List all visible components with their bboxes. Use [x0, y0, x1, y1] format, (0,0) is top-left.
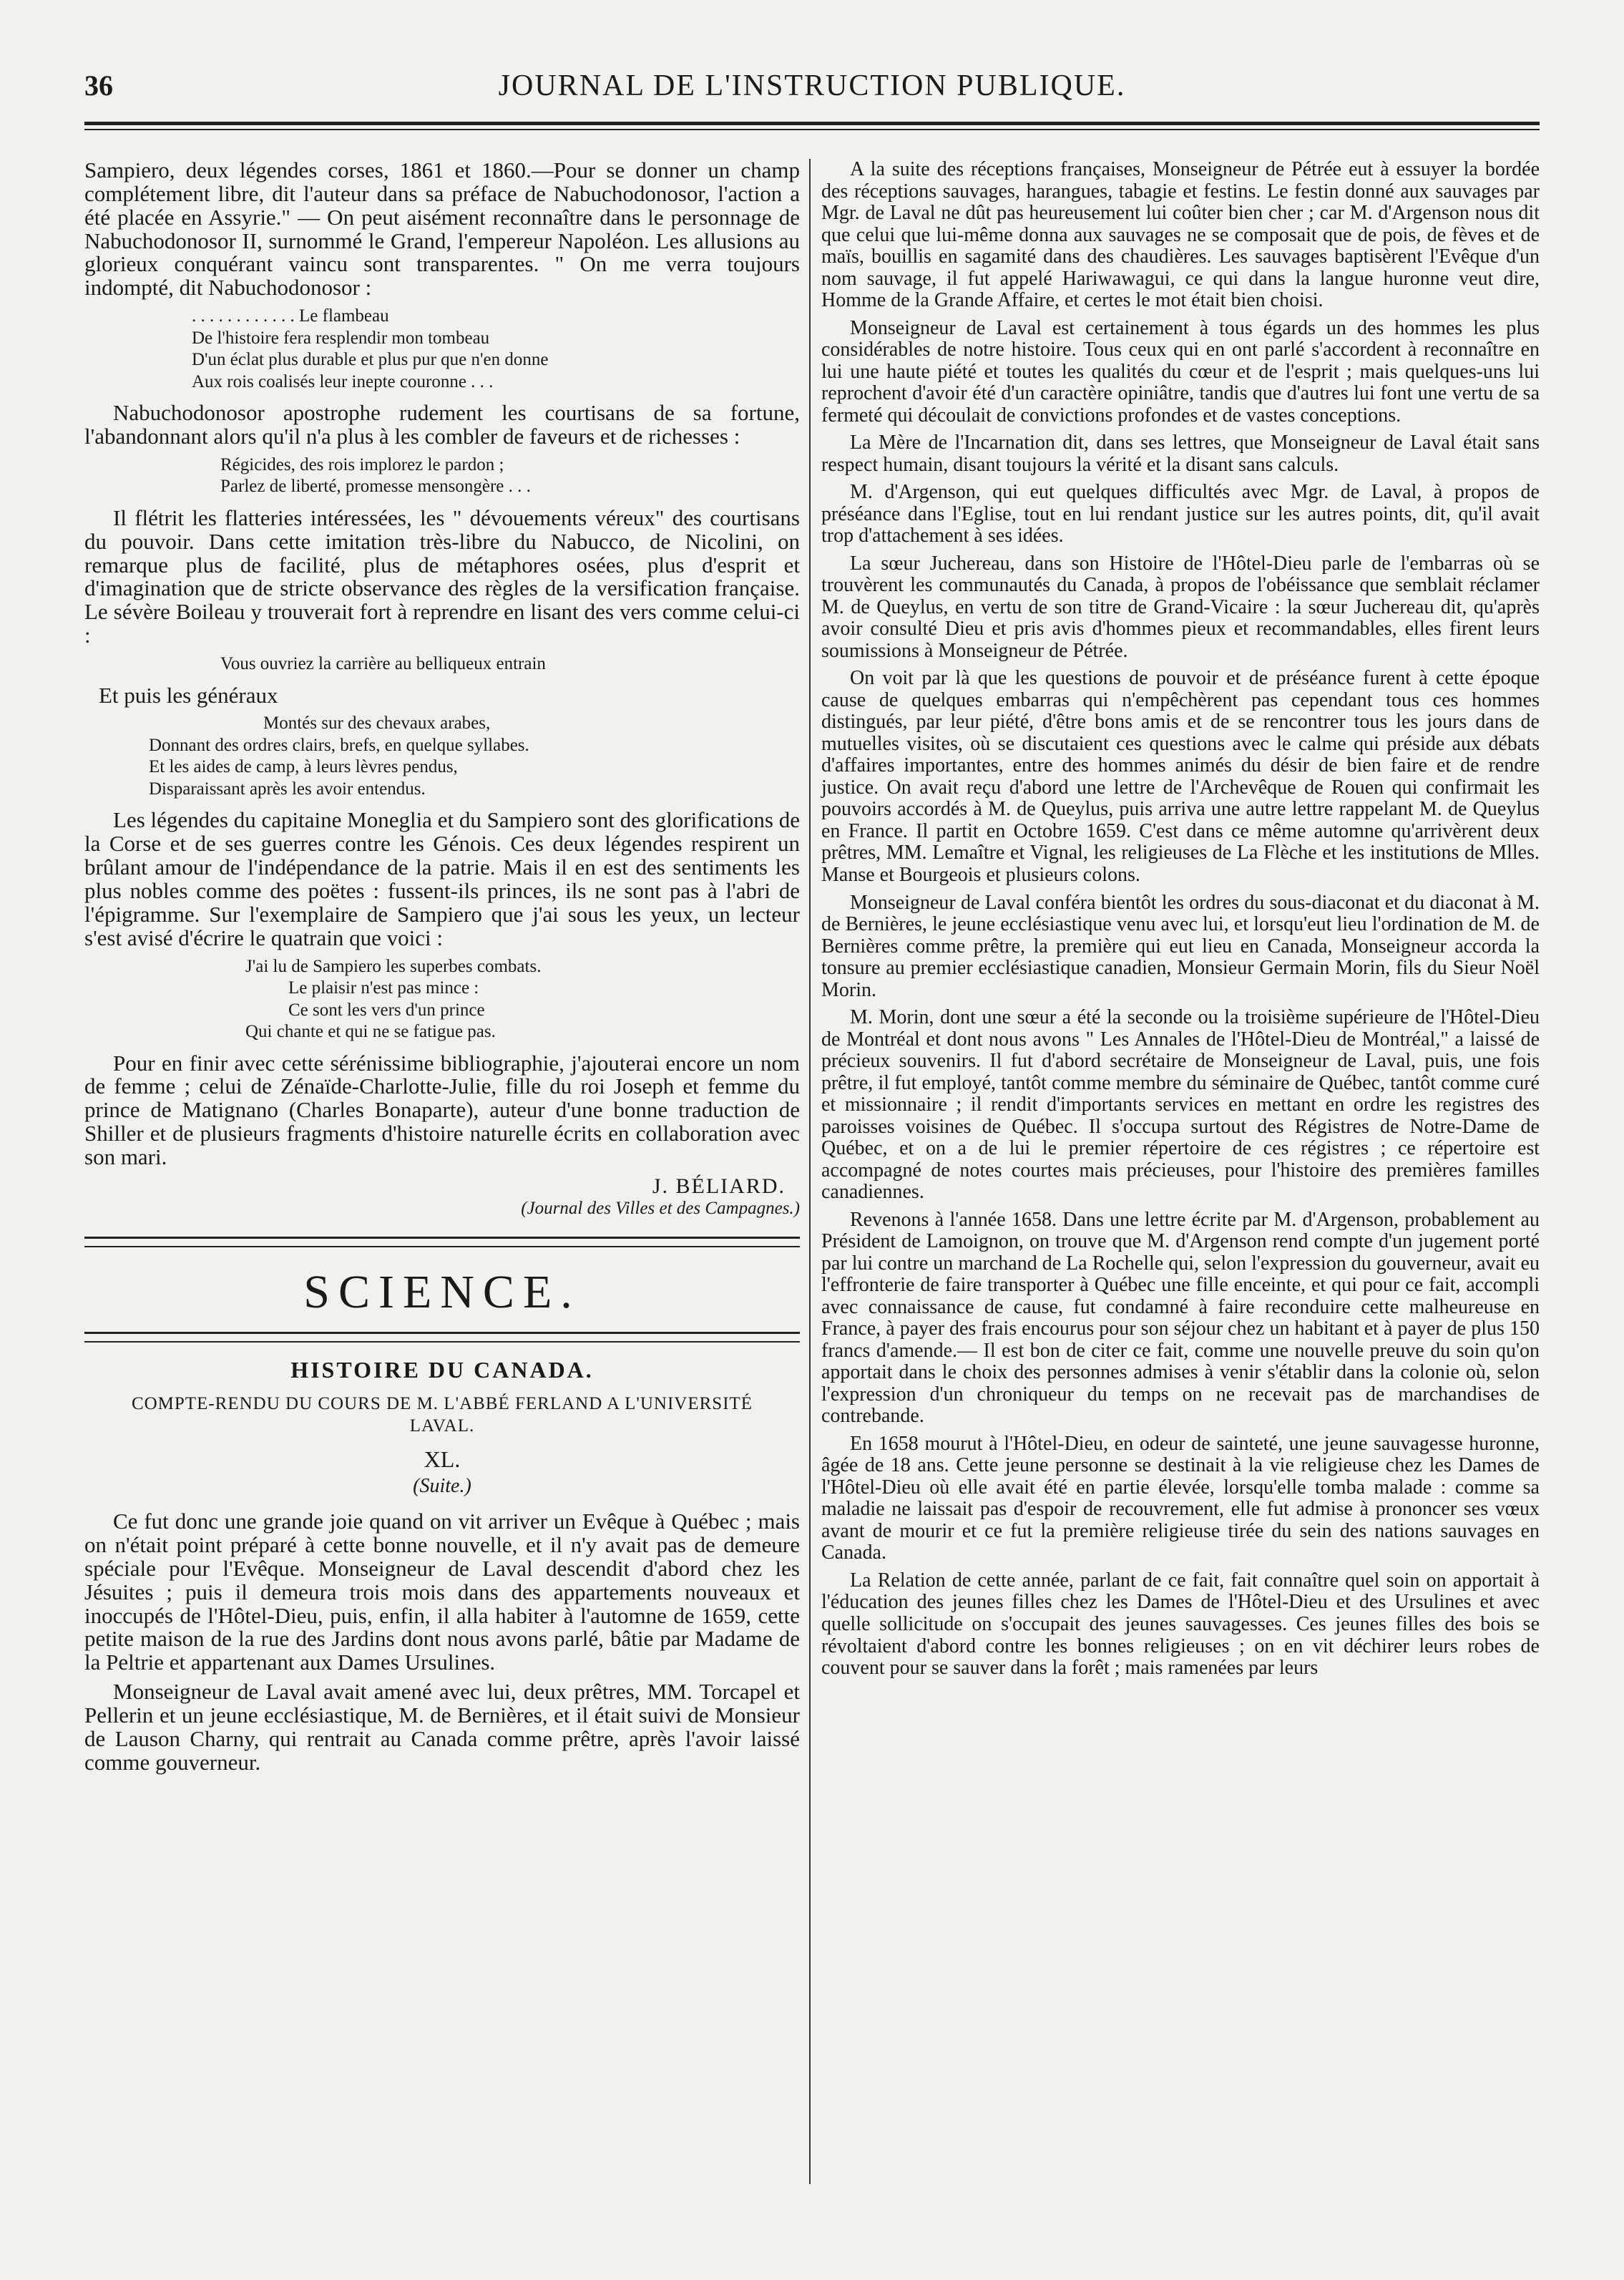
- paragraph: La Mère de l'Incarnation dit, dans ses lettres, que Monseigneur de Laval était sans respect humain, disant toujours la vérité et la disant sans calculs.: [821, 432, 1540, 476]
- section-heading: SCIENCE.: [303, 1266, 581, 1319]
- verse-line: Le plaisir n'est pas mince :: [288, 978, 479, 998]
- verse-line: De l'histoire fera resplendir mon tombeau: [192, 328, 490, 348]
- page-header: [84, 69, 1540, 104]
- verse-block: [245, 956, 800, 1043]
- verse-line: Parlez de liberté, promesse mensongère . . .: [220, 477, 531, 497]
- paragraph: Sampiero, deux légendes corses, 1861 et 1860.—Pour se donner un champ complétement libre, dit l'auteur dans sa préface de Nabuchodonosor, l'action a été placée en Assyrie." — On peut aisément reconnaître dans le personnage de Nabuchodonosor II, surnommé le Grand, l'empereur Napoléon. Les allusions au glorieux conquérant vaincu sont transparentes. " On me verra toujours indompté, dit Nabuchodonosor :: [84, 157, 800, 301]
- verse-line: J'ai lu de Sampiero les superbes combats.: [245, 956, 542, 976]
- verse-line: . . . . . . . . . . . . Le flambeau: [192, 306, 389, 326]
- paragraph: Il flétrit les flatteries intéressées, les " dévouements véreux" des courtisans du pouvoir. Dans cette imitation très-libre du Nabucco, de Nicolini, on remarque plus de facilité, plus de métaphores osées, plus d'esprit et d'imagination que de stricte observance des règles de la versification française. Le sévère Boileau y trouverait fort à reprendre en lisant des vers comme celui-ci :: [84, 505, 800, 648]
- source-citation: (Journal des Villes et des Campagnes.): [521, 1198, 800, 1218]
- right-column: [821, 159, 1540, 1685]
- article-subtitle: COMPTE-RENDU DU COURS DE M. L'ABBÉ FERLAND A L'UNIVERSITÉ LAVAL.: [131, 1394, 753, 1436]
- section-rule: [84, 1332, 800, 1343]
- paragraph: Monseigneur de Laval conféra bientôt les ordres du sous-diaconat et du diaconat à M. de Bernières, le jeune ecclésiastique venu avec lui, et lorsqu'eut lieu l'ordination de M. de Bernières comme prêtre, la première qui eut lieu en Canada, Monseigneur accorda la tonsure au premier ecclésiastique canadien, Monsieur Germain Morin, fils du Sieur Noël Morin.: [821, 891, 1540, 1001]
- verse-line: Ce sont les vers d'un prince: [288, 1000, 485, 1020]
- verse-line: Qui chante et qui ne se fatigue pas.: [245, 1022, 496, 1042]
- paragraph: M. Morin, dont une sœur a été la seconde ou la troisième supérieure de l'Hôtel-Dieu de Montréal et dont nous avons " Les Annales de l'Hôtel-Dieu de Montréal," a laissé de précieux souvenirs. Il fut d'abord secrétaire de Monseigneur de Laval, puis, une fois prêtre, il fut employé, tantôt comme membre du séminaire de Québec, tantôt comme curé et missionnaire ; il rendit d'importants services en mettant en ordre les registres des paroisses voisines de Québec. Il s'occupa surtout des Régistres de Notre-Dame de Québec, et on a de lui le premier répertoire de ces régistres ; ce répertoire est accompagné de notes courtes mais précieuses, pour l'histoire des premières familles canadiennes.: [821, 1006, 1540, 1204]
- paragraph: M. d'Argenson, qui eut quelques difficultés avec Mgr. de Laval, à propos de préséance dans l'Eglise, tout en lui rendant justice sur les autres points, dit, qu'il avait trop d'attachement à ses idées.: [821, 481, 1540, 547]
- paragraph: Monseigneur de Laval avait amené avec lui, deux prêtres, MM. Torcapel et Pellerin et un jeune ecclésiastique, M. de Bernières, et il était suivi de Monsieur de Lauson Charny, qui rentrait au Canada comme prêtre, après l'avoir laissé comme gouverneur.: [84, 1679, 800, 1775]
- paragraph: Ce fut donc une grande joie quand on vit arriver un Evêque à Québec ; mais on n'était point préparé à cette bonne nouvelle, et il n'y avait pas de demeure spéciale pour l'Evêque. Monseigneur de Laval descendit d'abord chez les Jésuites ; puis il demeura trois mois dans des appartements nouveaux et inoccupés de l'Hôtel-Dieu, puis, enfin, il alla habiter à l'automne de 1659, cette petite maison de la rue des Jardins dont nous avons parlé, bâtie par Madame de la Peltrie et appartenant aux Dames Ursulines.: [84, 1509, 800, 1675]
- header-rule-top: [84, 122, 1540, 125]
- verse-line: Donnant des ordres clairs, brefs, en quelque syllabes.: [149, 735, 529, 755]
- paragraph: Les légendes du capitaine Moneglia et du Sampiero sont des glorifications de la Corse et de ses guerres contre les Génois. Ces deux légendes respirent un brûlant amour de l'indépendance de la patrie. Mais il en est des sentiments les plus nobles comme des poëtes : fussent-ils princes, ils ne sont pas à l'abri de l'épigramme. Sur l'exemplaire de Sampiero que j'ai sous les yeux, un lecteur s'est avisé d'écrire le quatrain que voici :: [84, 807, 800, 950]
- verse-line: Montés sur des chevaux arabes,: [263, 713, 491, 734]
- verse-line: Vous ouvriez la carrière au belliqueux entrain: [220, 654, 546, 674]
- paragraph: A la suite des réceptions françaises, Monseigneur de Pétrée eut à essuyer la bordée des réceptions sauvages, harangues, tabagie et festins. Le festin donné aux sauvages par Mgr. de Laval ne dût pas heureusement lui coûter bien cher ; car M. d'Argenson nous dit que celui que lui-même donna aux sauvages ne se composait que de pois, de fèves et de maïs, bouillis en sagamité dans des chaudières. Les sauvages baptisèrent l'Evêque d'un nom sauvage, il fut appelé Hariwawagui, ce qui dans la langue huronne veut dire, Homme de la Grande Affaire, et certes le mot était bien choisi.: [821, 158, 1540, 312]
- section-rule: [84, 1237, 800, 1247]
- paragraph: On voit par là que les questions de pouvoir et de préséance furent à cette époque cause de quelques embarras qui n'empêchèrent pas cependant tous ces hommes distingués, par leur piété, d'être bons amis et de se rencontrer tous les jours dans de mutuelles visites, où se discutaient ces questions avec le calme qui préside aux débats d'affaires importantes, entre des hommes animés du désir de bien faire et de rendre justice. On avait reçu d'abord une lettre de l'Archevêque de Rouen qui confirmait les pouvoirs accordés à M. de Queylus, puis arriva une autre lettre rappelant M. de Queylus en France. Il partit en Octobre 1659. C'est dans ce même automne qu'arrivèrent deux prêtres, MM. Lemaître et Vignal, les religieuses de La Flèche et les institutions de Mlles. Manse et Bourgeois et plusieurs colons.: [821, 667, 1540, 886]
- continued-label: (Suite.): [413, 1475, 471, 1498]
- running-title: JOURNAL DE L'INSTRUCTION PUBLIQUE.: [498, 69, 1126, 102]
- paragraph: Nabuchodonosor apostrophe rudement les courtisans de sa fortune, l'abandonnant alors qu'il n'a plus à les combler de faveurs et de richesses :: [84, 400, 800, 449]
- verse-block: [192, 306, 800, 393]
- lecture-number: XL.: [424, 1446, 461, 1472]
- page-number: 36: [84, 69, 113, 102]
- verse-block: [220, 653, 800, 676]
- paragraph: Et puis les généraux: [99, 682, 278, 708]
- verse-block: [220, 454, 800, 498]
- column-divider: [809, 159, 811, 2184]
- paragraph: Revenons à l'année 1658. Dans une lettre écrite par M. d'Argenson, probablement au Président de Lamoignon, on trouve que M. d'Argenson rend compte d'un jugement porté par lui contre un marchand de La Rochelle qui, selon l'expression du gouverneur, avait eu l'effronterie de faire transporter à Québec une fille enceinte, et qui pour ce fait, accompli avec connaissance de cause, fut condamné à faire reconduire cette malheureuse en France, à payer des frais encourus pour son séjour chez un habitant et à payer de plus 150 francs d'amende.— Il est bon de citer ce fait, comme une nouvelle preuve du soin qu'on apportait dans le choix des personnes admises à venir s'établir dans la colonie où, selon l'expression d'un chroniqueur du temps on ne recevait pas de marchandises de contrebande.: [821, 1208, 1540, 1428]
- paragraph: Monseigneur de Laval est certainement à tous égards un des hommes les plus considérables de notre histoire. Tous ceux qui en ont parlé s'accordent à reconnaître en lui une haute piété et toutes les qualités du cœur et de l'esprit ; mais quelques-uns lui reprochent d'avoir été d'un caractère opiniâtre, tandis que d'autres lui font une vertu de sa fermeté qui découlait de convictions profondes et de vastes conceptions.: [821, 316, 1540, 427]
- paragraph: La Relation de cette année, parlant de ce fait, fait connaître quel soin on apportait à l'éducation des jeunes filles chez les Dames de l'Hôtel-Dieu et des Ursulines et avec quelle sollicitude on s'occupait des jeunes sauvagesses. Ces jeunes filles des bois se révoltaient d'abord contre les bonnes religieuses ; on en vit déchirer leurs robes de couvent pour se sauver dans la forêt ; mais ramenées par leurs: [821, 1569, 1540, 1680]
- paragraph: En 1658 mourut à l'Hôtel-Dieu, en odeur de sainteté, une jeune sauvagesse huronne, âgée de 18 ans. Cette jeune personne se destinait à la vie religieuse chez les Dames de l'Hôtel-Dieu où elle avait été en partie élevée, lorsqu'elle tomba malade : comme sa maladie ne laissait pas d'espoir de recouvrement, elle fut admise à prononcer ses vœux avant de mourir et ce fut la première religieuse tirée du sein des nations sauvages en Canada.: [821, 1432, 1540, 1564]
- verse-line: Disparaissant après les avoir entendus.: [149, 779, 426, 799]
- verse-block: [149, 713, 800, 800]
- header-rule-bottom: [84, 129, 1540, 130]
- author-signature: J. BÉLIARD.: [652, 1174, 786, 1198]
- verse-line: Régicides, des rois implorez le pardon ;: [220, 454, 504, 474]
- paragraph: La sœur Juchereau, dans son Histoire de l'Hôtel-Dieu parle de l'embarras où se trouvèrent les communautés du Canada, à propos de l'obéissance que semblait réclamer M. de Queylus, en vertu de son titre de Grand-Vicaire : la sœur Juchereau dit, qu'après avoir consulté Dieu et pris avis d'hommes pieux et recommandables, elles firent leurs soumissions à Monseigneur de Pétrée.: [821, 552, 1540, 662]
- article-title: HISTOIRE DU CANADA.: [290, 1357, 594, 1383]
- verse-line: Et les aides de camp, à leurs lèvres pendus,: [149, 757, 458, 777]
- verse-line: Aux rois coalisés leur inepte couronne . . .: [192, 371, 494, 391]
- left-column: [84, 159, 800, 1780]
- verse-line: D'un éclat plus durable et plus pur que n'en donne: [192, 350, 549, 370]
- paragraph: Pour en finir avec cette sérénissime bibliographie, j'ajouterai encore un nom de femme ; celui de Zénaïde-Charlotte-Julie, fille du roi Joseph et femme du prince de Matignano (Charles Bonaparte), auteur d'une bonne traduction de Shiller et de plusieurs fragments d'histoire naturelle écrits en collaboration avec son mari.: [84, 1050, 800, 1169]
